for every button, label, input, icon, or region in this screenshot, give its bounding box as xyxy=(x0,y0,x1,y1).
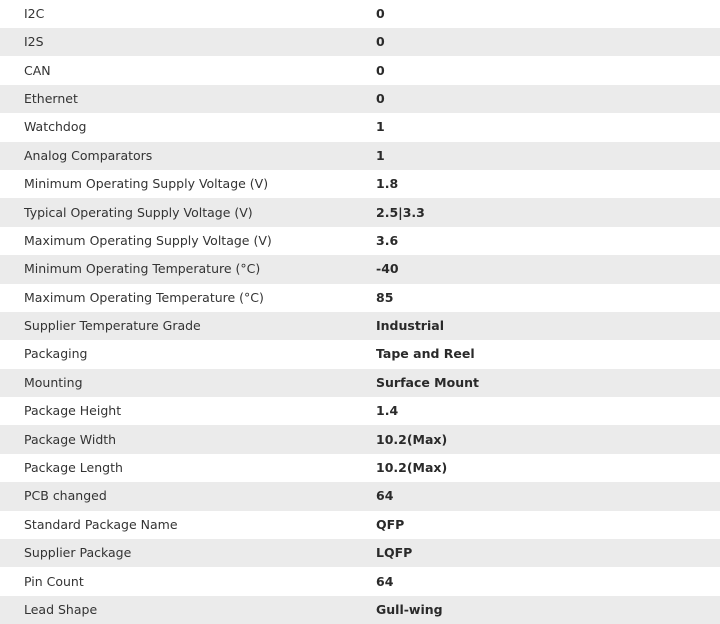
spec-label: PCB changed xyxy=(24,488,107,504)
spec-label: Packaging xyxy=(24,346,88,362)
spec-row-typical-supply-voltage xyxy=(0,198,720,226)
spec-label: Package Length xyxy=(24,460,123,476)
spec-row-temperature-grade xyxy=(0,312,720,340)
spec-row-pin-count xyxy=(0,567,720,595)
spec-value: QFP xyxy=(376,516,405,532)
spec-row-package-width xyxy=(0,425,720,453)
spec-label: Package Width xyxy=(24,431,117,447)
spec-row-ethernet xyxy=(0,85,720,113)
spec-value: 85 xyxy=(376,289,394,305)
spec-value: Industrial xyxy=(376,318,444,334)
spec-value: Tape and Reel xyxy=(376,346,475,362)
spec-value: 1.4 xyxy=(376,403,399,419)
spec-value: 0 xyxy=(376,62,385,78)
spec-row-i2c xyxy=(0,0,720,28)
spec-value: 0 xyxy=(376,34,385,50)
spec-value: 0 xyxy=(376,90,385,106)
spec-value: 3.6 xyxy=(376,232,399,248)
spec-row-min-supply-voltage xyxy=(0,170,720,198)
spec-label: Package Height xyxy=(24,403,122,419)
spec-value: 64 xyxy=(376,573,394,589)
spec-value: 10.2(Max) xyxy=(376,431,448,447)
spec-label: Mounting xyxy=(24,374,83,390)
spec-label: Maximum Operating Temperature (°C) xyxy=(24,289,264,305)
spec-label: I2S xyxy=(24,34,44,50)
spec-label: CAN xyxy=(24,62,51,78)
spec-value: 64 xyxy=(376,488,394,504)
spec-value: 1 xyxy=(376,119,385,135)
spec-value: 0 xyxy=(376,6,385,21)
spec-label: Watchdog xyxy=(24,119,87,135)
spec-value: -40 xyxy=(376,261,399,277)
spec-row-package-height xyxy=(0,397,720,425)
spec-row-package-length xyxy=(0,454,720,482)
spec-value: 2.5|3.3 xyxy=(376,204,425,220)
spec-row-i2s xyxy=(0,28,720,56)
spec-label: Ethernet xyxy=(24,90,78,106)
spec-row-can xyxy=(0,56,720,84)
spec-row-standard-package-name xyxy=(0,511,720,539)
spec-value: 1 xyxy=(376,147,385,163)
spec-label: Supplier Package xyxy=(24,545,132,561)
spec-label: Standard Package Name xyxy=(24,516,178,532)
spec-value: LQFP xyxy=(376,545,413,561)
spec-label: Typical Operating Supply Voltage (V) xyxy=(24,204,253,220)
spec-label: Minimum Operating Supply Voltage (V) xyxy=(24,176,269,192)
spec-label: Minimum Operating Temperature (°C) xyxy=(24,261,261,277)
spec-value: 10.2(Max) xyxy=(376,460,448,476)
spec-row-pcb-changed xyxy=(0,482,720,510)
spec-row-lead-shape xyxy=(0,596,720,624)
spec-label: Analog Comparators xyxy=(24,147,153,163)
spec-label: Lead Shape xyxy=(24,602,98,617)
spec-row-watchdog xyxy=(0,113,720,141)
spec-row-analog-comparators xyxy=(0,142,720,170)
spec-row-supplier-package xyxy=(0,539,720,567)
spec-label: I2C xyxy=(24,6,45,21)
spec-row-min-temperature xyxy=(0,255,720,283)
spec-label: Pin Count xyxy=(24,573,84,589)
spec-value: 1.8 xyxy=(376,176,399,192)
spec-row-max-supply-voltage xyxy=(0,227,720,255)
spec-value: Gull-wing xyxy=(376,602,443,617)
spec-label: Maximum Operating Supply Voltage (V) xyxy=(24,232,272,248)
spec-label: Supplier Temperature Grade xyxy=(24,318,201,334)
spec-row-mounting xyxy=(0,369,720,397)
spec-row-max-temperature xyxy=(0,284,720,312)
spec-value: Surface Mount xyxy=(376,374,479,390)
spec-row-packaging xyxy=(0,340,720,368)
